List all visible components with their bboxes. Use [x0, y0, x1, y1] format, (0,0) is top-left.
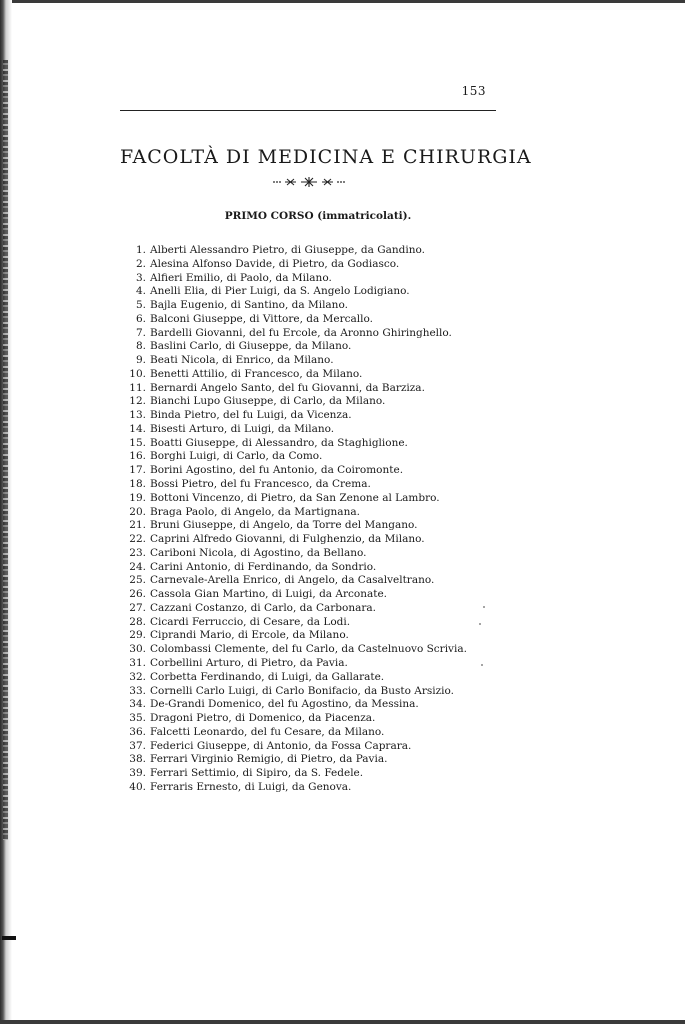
list-item-number: 37. [129, 739, 146, 752]
list-item-number: 34. [129, 698, 146, 711]
list-item-text: Federici Giuseppe, di Antonio, da Fossa Caprara. [150, 739, 412, 752]
list-item-number: 39. [129, 767, 146, 780]
list-item-number: 13. [129, 409, 146, 422]
list-item [124, 244, 474, 258]
list-item-number: 11. [129, 381, 146, 394]
list-item-number: 3. [135, 271, 146, 284]
list-item-number: 26. [129, 588, 146, 601]
list-item-text: Anelli Elia, di Pier Luigi, da S. Angelo Lodigiano. [150, 285, 410, 298]
list-item-number: 8. [135, 340, 146, 353]
list-item-number: 15. [129, 436, 146, 449]
list-item-number: 1. [135, 244, 146, 256]
list-item [124, 629, 474, 643]
list-item-number: 17. [129, 464, 146, 477]
list-item-number: 36. [129, 725, 146, 738]
list-item-text: Borini Agostino, del fu Antonio, da Coiromonte. [150, 464, 404, 477]
list-item-text: Bruni Giuseppe, di Angelo, da Torre del Mangano. [150, 519, 418, 532]
list-item [124, 588, 474, 602]
list-item-text: Falcetti Leonardo, del fu Cesare, da Milano. [150, 725, 385, 738]
list-item-text: Cicardi Ferruccio, di Cesare, da Lodi. [150, 615, 351, 628]
list-item [124, 519, 474, 533]
list-item [124, 712, 474, 726]
list-item [124, 340, 474, 354]
list-item-number: 23. [129, 546, 146, 559]
list-item-text: Ferrari Settimio, di Sipiro, da S. Fedele. [150, 767, 364, 780]
list-item [124, 574, 474, 588]
list-item-text: Bossi Pietro, del fu Francesco, da Crema. [150, 478, 371, 491]
list-item-text: Bianchi Lupo Giuseppe, di Carlo, da Milano. [150, 395, 386, 408]
list-item-text: Ferraris Ernesto, di Luigi, da Genova. [150, 780, 352, 793]
list-item [124, 657, 474, 671]
list-item-text: Baslini Carlo, di Giuseppe, da Milano. [150, 340, 352, 353]
list-item [124, 767, 474, 781]
list-item-number: 29. [129, 629, 146, 642]
list-item-number: 30. [129, 643, 146, 656]
list-item [124, 547, 474, 561]
list-item-text: Corbetta Ferdinando, di Luigi, da Gallarate. [150, 670, 385, 683]
list-item [124, 285, 474, 299]
list-item-text: Boatti Giuseppe, di Alessandro, da Staghiglione. [150, 436, 408, 449]
list-item-number: 5. [135, 299, 146, 312]
page-number: 153 [461, 84, 486, 98]
list-item-text: Cazzani Costanzo, di Carlo, da Carbonara. [150, 601, 376, 614]
section-subtitle: PRIMO CORSO (immatricolati). [224, 210, 412, 222]
list-item [124, 464, 474, 478]
list-item-number: 9. [135, 354, 146, 367]
list-item [124, 753, 474, 767]
list-item [124, 313, 474, 327]
list-item-number: 25. [129, 574, 146, 587]
list-item-text: Alesina Alfonso Davide, di Pietro, da Godiasco. [150, 257, 400, 270]
list-item-text: Bardelli Giovanni, del fu Ercole, da Aronno Ghiringhello. [150, 326, 452, 339]
list-item-text: Alberti Alessandro Pietro, di Giuseppe, da Gandino. [150, 244, 425, 256]
list-item-number: 19. [129, 491, 146, 504]
list-item-number: 18. [129, 478, 146, 491]
list-item-text: Alfieri Emilio, di Paolo, da Milano. [150, 271, 332, 284]
list-item-number: 12. [129, 395, 146, 408]
scan-speck [479, 623, 481, 625]
list-item-number: 6. [135, 312, 146, 325]
scan-speck [481, 664, 483, 666]
list-item-number: 31. [129, 656, 146, 669]
spine-texture [3, 60, 8, 840]
list-item-text: Bisesti Arturo, di Luigi, da Milano. [150, 422, 335, 435]
list-item [124, 616, 474, 630]
list-item [124, 327, 474, 341]
list-item-number: 35. [129, 712, 146, 725]
scan-edge-mark [2, 936, 16, 940]
list-item-text: Ciprandi Mario, di Ercole, da Milano. [150, 629, 349, 642]
list-item-text: Binda Pietro, del fu Luigi, da Vicenza. [150, 409, 352, 422]
list-item-text: Dragoni Pietro, di Domenico, da Piacenza. [150, 712, 376, 725]
list-item [124, 492, 474, 506]
list-item-number: 24. [129, 560, 146, 573]
list-item [124, 299, 474, 313]
scan-top-edge [0, 0, 685, 3]
list-item-text: Bajla Eugenio, di Santino, da Milano. [150, 299, 348, 312]
list-item-text: Cornelli Carlo Luigi, di Carlo Bonifacio, da Busto Arsizio. [150, 684, 455, 697]
page-title: FACOLTÀ DI MEDICINA E CHIRURGIA [120, 146, 532, 168]
list-item-number: 10. [129, 367, 146, 380]
list-item [124, 781, 474, 795]
list-item [124, 437, 474, 451]
scan-speck [483, 606, 485, 608]
list-item-text: Carini Antonio, di Ferdinando, da Sondrio. [150, 560, 377, 573]
list-item [124, 423, 474, 437]
list-item [124, 533, 474, 547]
list-item-text: De-Grandi Domenico, del fu Agostino, da Messina. [150, 698, 419, 711]
list-item [124, 726, 474, 740]
list-item-number: 20. [129, 505, 146, 518]
list-item [124, 740, 474, 754]
list-item-number: 33. [129, 684, 146, 697]
list-item [124, 643, 474, 657]
list-item [124, 685, 474, 699]
list-item [124, 368, 474, 382]
list-item-number: 27. [129, 601, 146, 614]
list-item-number: 38. [129, 753, 146, 766]
list-item-text: Corbellini Arturo, di Pietro, da Pavia. [150, 656, 348, 669]
list-item-number: 14. [129, 422, 146, 435]
list-item [124, 258, 474, 272]
list-item-text: Carnevale-Arella Enrico, di Angelo, da Casalveltrano. [150, 574, 435, 587]
list-item-number: 21. [129, 519, 146, 532]
decorative-flourish-icon [270, 176, 348, 188]
list-item-text: Borghi Luigi, di Carlo, da Como. [150, 450, 323, 463]
list-item [124, 395, 474, 409]
list-item-text: Caprini Alfredo Giovanni, di Fulghenzio, da Milano. [150, 533, 425, 546]
list-item [124, 272, 474, 286]
list-item-number: 7. [135, 326, 146, 339]
list-item-text: Bottoni Vincenzo, di Pietro, da San Zenone al Lambro. [150, 491, 440, 504]
list-item-number: 16. [129, 450, 146, 463]
list-item [124, 409, 474, 423]
list-item-text: Bernardi Angelo Santo, del fu Giovanni, da Barziza. [150, 381, 425, 394]
student-list [124, 244, 474, 795]
list-item-text: Benetti Attilio, di Francesco, da Milano. [150, 367, 363, 380]
list-item-number: 32. [129, 670, 146, 683]
list-item-number: 2. [135, 257, 146, 270]
list-item-text: Cariboni Nicola, di Agostino, da Bellano. [150, 546, 367, 559]
list-item [124, 382, 474, 396]
list-item [124, 478, 474, 492]
list-item-text: Braga Paolo, di Angelo, da Martignana. [150, 505, 360, 518]
list-item-text: Ferrari Virginio Remigio, di Pietro, da Pavia. [150, 753, 388, 766]
list-item [124, 602, 474, 616]
list-item-text: Cassola Gian Martino, di Luigi, da Arconate. [150, 588, 388, 601]
list-item [124, 354, 474, 368]
list-item [124, 671, 474, 685]
list-item [124, 450, 474, 464]
list-item-text: Colombassi Clemente, del fu Carlo, da Castelnuovo Scrivia. [150, 643, 467, 656]
list-item-number: 22. [129, 533, 146, 546]
list-item-number: 28. [129, 615, 146, 628]
list-item [124, 506, 474, 520]
list-item-text: Beati Nicola, di Enrico, da Milano. [150, 354, 334, 367]
list-item [124, 698, 474, 712]
list-item-number: 40. [129, 780, 146, 793]
list-item [124, 561, 474, 575]
list-item-number: 4. [135, 285, 146, 298]
header-rule [120, 110, 496, 111]
list-item-text: Balconi Giuseppe, di Vittore, da Mercallo. [150, 312, 373, 325]
scan-bottom-edge [0, 1020, 685, 1024]
